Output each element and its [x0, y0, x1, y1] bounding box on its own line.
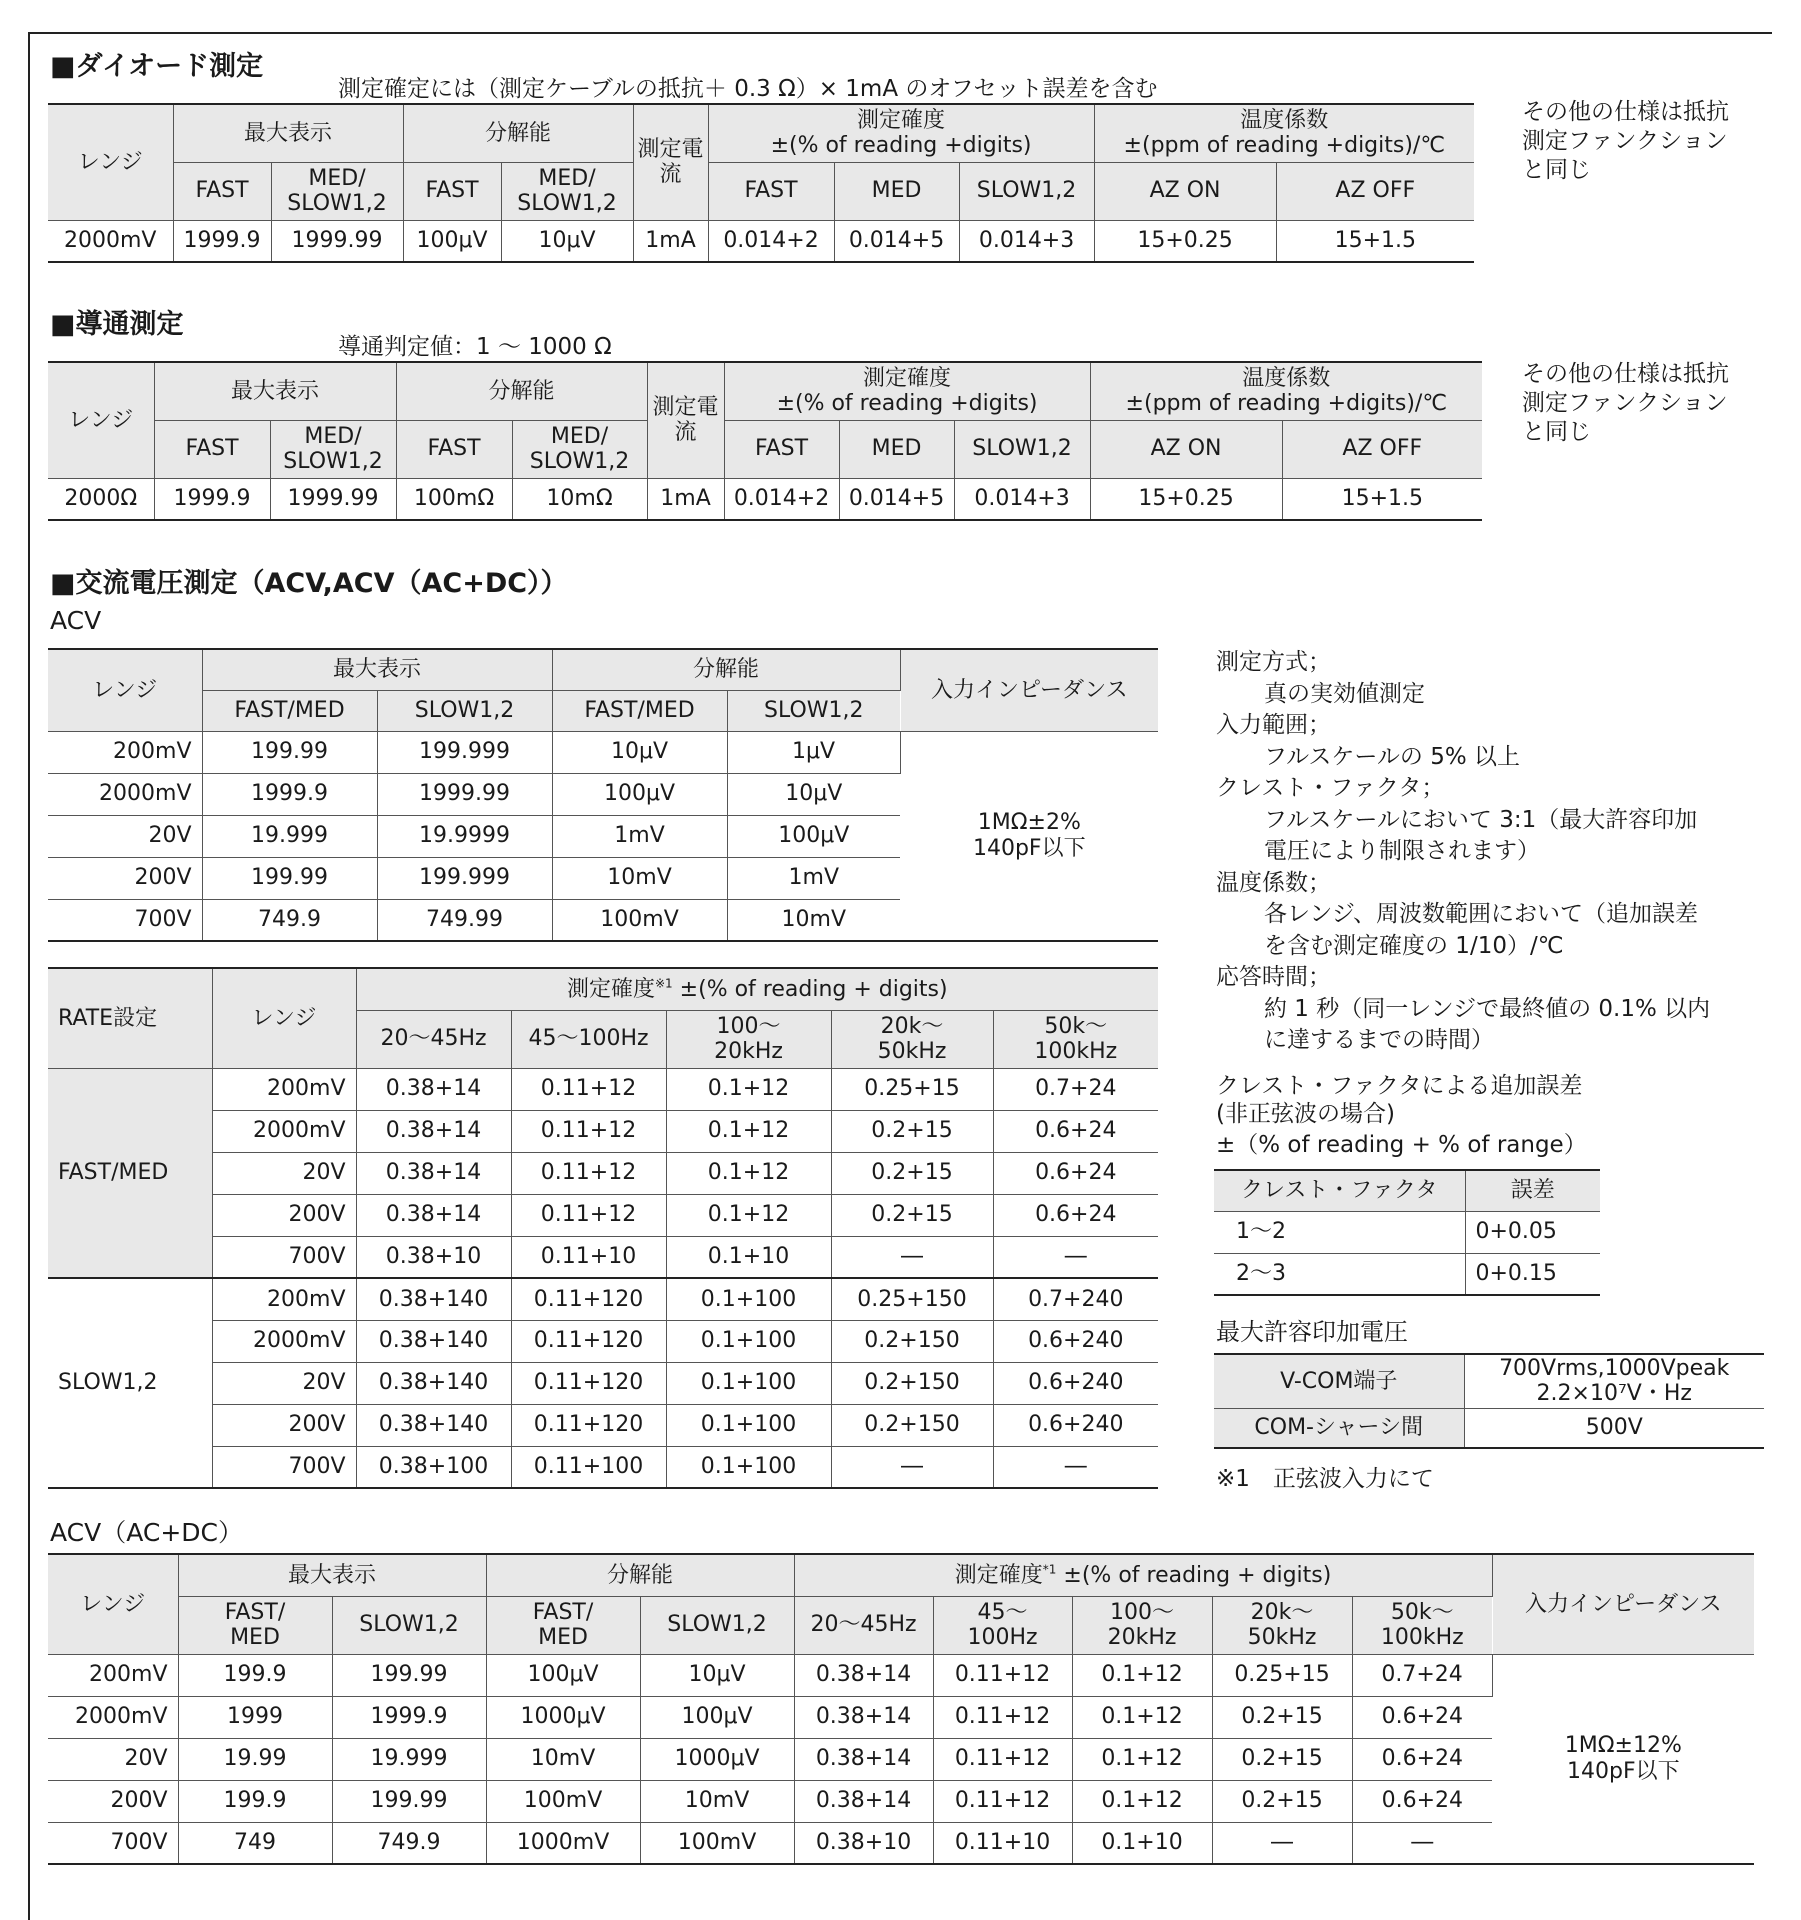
continuity-h-range: レンジ: [48, 362, 154, 478]
cell: 2000mV: [48, 1696, 178, 1738]
cell: 10μV: [640, 1654, 794, 1696]
diode-h-resolution: 分解能: [403, 104, 633, 162]
spec-line: を含む測定確度の 1/10）/℃: [1264, 932, 1564, 959]
acv-h-f2: 100～ 20kHz: [666, 1010, 831, 1068]
acdc-h-f2: 100～ 20kHz: [1072, 1596, 1212, 1654]
cell: 1000mV: [486, 1822, 640, 1864]
cell: 10mV: [640, 1780, 794, 1822]
cell: 0.7+240: [993, 1278, 1158, 1320]
cell: 0.38+140: [356, 1404, 511, 1446]
cell: 2～3: [1214, 1253, 1465, 1295]
continuity-h-acc-slow: SLOW1,2: [954, 420, 1090, 478]
acv-h-rate: RATE設定: [48, 968, 212, 1068]
cell: 0.1+12: [666, 1110, 831, 1152]
acdc-impedance: 1MΩ±12% 140pF以下: [1492, 1654, 1754, 1864]
cell: ―: [993, 1236, 1158, 1278]
cell: 0.38+14: [794, 1780, 933, 1822]
cell: 200mV: [48, 731, 202, 773]
cell: 1999.9: [154, 478, 270, 520]
crest-sub1: (非正弦波の場合): [1216, 1101, 1395, 1127]
cell: 0.38+140: [356, 1362, 511, 1404]
cell: 0.014+5: [839, 478, 954, 520]
continuity-h-fast: FAST: [154, 420, 270, 478]
acv-h-fastmed-res: FAST/MED: [552, 690, 727, 731]
diode-h-fast: FAST: [173, 162, 271, 220]
diode-h-acc-fast: FAST: [708, 162, 834, 220]
cell: 100mV: [486, 1780, 640, 1822]
continuity-h-resolution: 分解能: [396, 362, 647, 420]
cell: 0.11+12: [511, 1194, 666, 1236]
cell: 0.014+3: [954, 478, 1090, 520]
acv-h-f1: 45～100Hz: [511, 1010, 666, 1068]
spec-line: フルスケールの 5% 以上: [1264, 743, 1521, 770]
acv-h-slow: SLOW1,2: [377, 690, 552, 731]
cell: COM-シャーシ間: [1214, 1408, 1464, 1448]
cell: 20V: [48, 1738, 178, 1780]
cell: 199.99: [202, 731, 377, 773]
diode-h-azon: AZ ON: [1094, 162, 1276, 220]
cell: 0.1+12: [1072, 1780, 1212, 1822]
table-row: [48, 731, 1158, 773]
spec-line: 測定方式；: [1216, 649, 1331, 675]
cell: 0.1+10: [666, 1236, 831, 1278]
cell: 0+0.15: [1465, 1253, 1600, 1295]
diode-h-fast-res: FAST: [403, 162, 501, 220]
cell: 0.11+120: [511, 1278, 666, 1320]
cell: 0.6+24: [993, 1110, 1158, 1152]
spec-line: フルスケールにおいて 3:1（最大許容印加: [1264, 806, 1698, 833]
cell: 0.2+15: [831, 1152, 993, 1194]
acdc-h-fastmed: FAST/ MED: [178, 1596, 332, 1654]
cell: 0.1+12: [666, 1152, 831, 1194]
continuity-table: [48, 361, 1482, 521]
cell: 10mV: [727, 899, 900, 941]
spec-line: 電圧により制限されます）: [1264, 838, 1540, 864]
acdc-h-fastmed-res: FAST/ MED: [486, 1596, 640, 1654]
cell: 700Vrms,1000Vpeak 2.2×10⁷V・Hz: [1464, 1354, 1764, 1408]
cell: 0.2+150: [831, 1320, 993, 1362]
cell: 1999.9: [202, 773, 377, 815]
cell: 20V: [212, 1362, 356, 1404]
acv-h-maxdisp: 最大表示: [202, 649, 552, 690]
cell: 100μV: [403, 220, 501, 262]
acdc-h-f1: 45～ 100Hz: [933, 1596, 1072, 1654]
footnote: ※1 正弦波入力にて: [1216, 1466, 1434, 1492]
acdc-h-slow-res: SLOW1,2: [640, 1596, 794, 1654]
cell: 199.999: [377, 731, 552, 773]
crest-title: クレスト・ファクタによる追加誤差: [1216, 1073, 1583, 1099]
acv-h-fastmed: FAST/MED: [202, 690, 377, 731]
cell: V-COM端子: [1214, 1354, 1464, 1408]
cell: 199.99: [332, 1654, 486, 1696]
cell: 1999.99: [377, 773, 552, 815]
cell: 0.1+100: [666, 1404, 831, 1446]
cell: 2000mV: [48, 773, 202, 815]
cell: 199.999: [377, 857, 552, 899]
continuity-h-azoff: AZ OFF: [1282, 420, 1482, 478]
acdc-h-acc: 測定確度$^{*1}$ ±(% of reading + digits): [794, 1554, 1492, 1596]
cell: 0.38+100: [356, 1446, 511, 1488]
cell: 19.9999: [377, 815, 552, 857]
spec-line: 真の実効値測定: [1264, 680, 1425, 707]
cell: 0.6+24: [1352, 1738, 1492, 1780]
cell: 0.6+24: [993, 1152, 1158, 1194]
frame-left-rule: [28, 32, 30, 1920]
spec-line: 各レンジ、周波数範囲において（追加誤差: [1264, 901, 1699, 927]
crest-table: [1214, 1169, 1600, 1296]
spec-line: クレスト・ファクタ；: [1216, 775, 1445, 801]
table-row: [48, 1446, 1158, 1488]
cell: 749.9: [332, 1822, 486, 1864]
cell: 100μV: [552, 773, 727, 815]
table-row: [1214, 1211, 1600, 1253]
cell: 0.1+10: [1072, 1822, 1212, 1864]
cell: 19.999: [332, 1738, 486, 1780]
table-row: [48, 1654, 1754, 1696]
cell: 749.9: [202, 899, 377, 941]
cell: 0.11+12: [511, 1068, 666, 1110]
cell: ―: [831, 1236, 993, 1278]
cell: 0.1+12: [666, 1068, 831, 1110]
cell: 0.11+10: [511, 1236, 666, 1278]
cell: 0.38+14: [356, 1110, 511, 1152]
cell: 1mA: [633, 220, 708, 262]
continuity-h-fast-res: FAST: [396, 420, 512, 478]
cell: 0.7+24: [993, 1068, 1158, 1110]
continuity-h-accuracy: 測定確度 ±(% of reading +digits): [724, 362, 1090, 420]
cell: 0.38+140: [356, 1320, 511, 1362]
cell: 19.99: [178, 1738, 332, 1780]
cell: 0.1+12: [1072, 1738, 1212, 1780]
cell: 700V: [48, 899, 202, 941]
continuity-h-medslow: MED/ SLOW1,2: [270, 420, 396, 478]
crest-h-factor: クレスト・ファクタ: [1214, 1170, 1465, 1211]
acv-impedance: 1MΩ±2% 140pF以下: [900, 731, 1158, 941]
cell: 0.7+24: [1352, 1654, 1492, 1696]
cell: 10mΩ: [512, 478, 647, 520]
acdc-h-f3: 20k～ 50kHz: [1212, 1596, 1352, 1654]
cell: 1999.99: [271, 220, 403, 262]
cell: 1999.9: [173, 220, 271, 262]
continuity-note: 導通判定値：1 ～ 1000 Ω: [338, 334, 612, 360]
cell: 200V: [48, 857, 202, 899]
diode-h-accuracy: 測定確度 ±(% of reading +digits): [708, 104, 1094, 162]
cell: 2000Ω: [48, 478, 154, 520]
cell: 1000μV: [486, 1696, 640, 1738]
cell: 0.6+24: [1352, 1696, 1492, 1738]
table-row: [48, 1278, 1158, 1320]
frame-top-rule: [28, 32, 1772, 34]
acv-h-impedance: 入力インピーダンス: [900, 649, 1158, 731]
cell: 0.6+240: [993, 1320, 1158, 1362]
cell: 0.11+12: [933, 1654, 1072, 1696]
cell: 0.25+150: [831, 1278, 993, 1320]
cell: 1μV: [727, 731, 900, 773]
table-row: [48, 1320, 1158, 1362]
cell: 100μV: [486, 1654, 640, 1696]
cell: 0+0.05: [1465, 1211, 1600, 1253]
diode-h-acc-med: MED: [834, 162, 959, 220]
diode-h-range: レンジ: [48, 104, 173, 220]
cell: 0.11+12: [933, 1780, 1072, 1822]
cell: 1999: [178, 1696, 332, 1738]
continuity-h-acc-fast: FAST: [724, 420, 839, 478]
cell: 199.9: [178, 1780, 332, 1822]
continuity-h-medslow-res: MED/ SLOW1,2: [512, 420, 647, 478]
continuity-h-maxdisp: 最大表示: [154, 362, 396, 420]
table-row: [1214, 1408, 1764, 1448]
cell: ―: [993, 1446, 1158, 1488]
spec-line: 温度係数；: [1216, 869, 1331, 896]
cell: 0.11+120: [511, 1362, 666, 1404]
table-row: [48, 1362, 1158, 1404]
cell: 10μV: [552, 731, 727, 773]
cell: 0.014+5: [834, 220, 959, 262]
cell: 1000μV: [640, 1738, 794, 1780]
cell: 0.6+240: [993, 1404, 1158, 1446]
diode-row: [48, 220, 1474, 262]
cell: 20V: [48, 815, 202, 857]
cell: 0.014+2: [708, 220, 834, 262]
cell: 0.2+150: [831, 1362, 993, 1404]
table-row: [1214, 1253, 1600, 1295]
cell: 0.1+100: [666, 1278, 831, 1320]
cell: 0.2+15: [1212, 1738, 1352, 1780]
table-row: [1214, 1354, 1764, 1408]
spec-line: 入力範囲；: [1216, 712, 1331, 738]
diode-h-current: 測定電流: [633, 104, 708, 220]
crest-h-error: 誤差: [1465, 1170, 1600, 1211]
cell: 0.2+15: [1212, 1780, 1352, 1822]
cell: 2000mV: [48, 220, 173, 262]
diode-h-temp: 温度係数 ±(ppm of reading +digits)/℃: [1094, 104, 1474, 162]
acdc-h-maxdisp: 最大表示: [178, 1554, 486, 1596]
cell: 0.2+15: [831, 1110, 993, 1152]
table-row: [48, 1152, 1158, 1194]
diode-title: ■ダイオード測定: [50, 51, 264, 82]
cell: 0.6+24: [993, 1194, 1158, 1236]
diode-h-acc-slow: SLOW1,2: [959, 162, 1094, 220]
cell: 0.38+14: [356, 1152, 511, 1194]
acv-h-f3: 20k～ 50kHz: [831, 1010, 993, 1068]
spec-line: 約 1 秒（同一レンジで最終値の 0.1% 以内: [1264, 995, 1711, 1022]
cell: 0.11+12: [511, 1152, 666, 1194]
cell: 1999.9: [332, 1696, 486, 1738]
acv-h-resolution: 分解能: [552, 649, 900, 690]
acv-title: ■交流電圧測定（ACV,ACV（AC+DC））: [50, 568, 568, 599]
cell: 0.38+14: [794, 1738, 933, 1780]
cell: ―: [831, 1446, 993, 1488]
table-row: [48, 1404, 1158, 1446]
table-row: [48, 1068, 1158, 1110]
cell: 0.1+100: [666, 1446, 831, 1488]
cell: 100μV: [727, 815, 900, 857]
cell: 15+0.25: [1090, 478, 1282, 520]
acv-h-f4: 50k～ 100kHz: [993, 1010, 1158, 1068]
cell: 100mV: [552, 899, 727, 941]
cell: 0.38+14: [356, 1068, 511, 1110]
table-row: [48, 1194, 1158, 1236]
acdc-h-range: レンジ: [48, 1554, 178, 1654]
cell: ―: [1352, 1822, 1492, 1864]
continuity-side-note: その他の仕様は抵抗 測定ファンクション と同じ: [1522, 361, 1729, 445]
cell: 0.014+2: [724, 478, 839, 520]
cell: 20V: [212, 1152, 356, 1194]
crest-sub2: ±（% of reading + % of range）: [1216, 1132, 1587, 1158]
cell: 1mV: [552, 815, 727, 857]
cell: 0.11+120: [511, 1320, 666, 1362]
continuity-row: [48, 478, 1482, 520]
diode-table: [48, 103, 1474, 263]
diode-h-maxdisp: 最大表示: [173, 104, 403, 162]
diode-side-note: その他の仕様は抵抗 測定ファンクション と同じ: [1522, 99, 1729, 183]
acdc-h-f0: 20～45Hz: [794, 1596, 933, 1654]
spec-line: に達するまでの時間）: [1264, 1027, 1494, 1053]
cell: 0.11+12: [933, 1696, 1072, 1738]
cell: 200mV: [48, 1654, 178, 1696]
table-row: [48, 1110, 1158, 1152]
cell: 0.25+15: [831, 1068, 993, 1110]
cell: 10mV: [552, 857, 727, 899]
acdc-h-resolution: 分解能: [486, 1554, 794, 1596]
acv-h-range2: レンジ: [212, 968, 356, 1068]
cell: 1mA: [647, 478, 724, 520]
cell: 199.99: [202, 857, 377, 899]
cell: 200V: [48, 1780, 178, 1822]
cell: 2000mV: [212, 1320, 356, 1362]
cell: 1999.99: [270, 478, 396, 520]
cell: 749.99: [377, 899, 552, 941]
cell: 15+0.25: [1094, 220, 1276, 262]
cell: 15+1.5: [1282, 478, 1482, 520]
acdc-h-slow: SLOW1,2: [332, 1596, 486, 1654]
cell: 0.014+3: [959, 220, 1094, 262]
cell: 0.6+240: [993, 1362, 1158, 1404]
cell: 200V: [212, 1194, 356, 1236]
cell: 200mV: [212, 1068, 356, 1110]
acv-h-f0: 20～45Hz: [356, 1010, 511, 1068]
acv-h-range: レンジ: [48, 649, 202, 731]
cell: 100mΩ: [396, 478, 512, 520]
cell: 700V: [212, 1236, 356, 1278]
acdc-table: [48, 1553, 1754, 1865]
diode-h-azoff: AZ OFF: [1276, 162, 1474, 220]
acv-h-acc: 測定確度$^{※1}$ ±(% of reading + digits): [356, 968, 1158, 1010]
cell: 19.999: [202, 815, 377, 857]
cell: 0.2+150: [831, 1404, 993, 1446]
cell: 0.11+12: [511, 1110, 666, 1152]
cell: 100mV: [640, 1822, 794, 1864]
acv-table: [48, 648, 1158, 942]
cell: 0.11+12: [933, 1738, 1072, 1780]
continuity-h-current: 測定電流: [647, 362, 724, 478]
cell: 199.99: [332, 1780, 486, 1822]
cell: 0.1+12: [666, 1194, 831, 1236]
cell: 749: [178, 1822, 332, 1864]
continuity-h-temp: 温度係数 ±(ppm of reading +digits)/℃: [1090, 362, 1482, 420]
cell: 2000mV: [212, 1110, 356, 1152]
max-voltage-title: 最大許容印加電圧: [1216, 1318, 1408, 1346]
cell: 199.9: [178, 1654, 332, 1696]
diode-note: 測定確定には（測定ケーブルの抵抗＋ 0.3 Ω）× 1mA のオフセット誤差を含む: [338, 76, 1158, 102]
cell: 10μV: [501, 220, 633, 262]
continuity-title: ■導通測定: [50, 309, 184, 340]
cell: 0.1+12: [1072, 1696, 1212, 1738]
cell: 0.6+24: [1352, 1780, 1492, 1822]
cell: 0.38+14: [356, 1194, 511, 1236]
cell: 0.2+15: [831, 1194, 993, 1236]
cell: 0.38+10: [794, 1822, 933, 1864]
continuity-h-acc-med: MED: [839, 420, 954, 478]
cell: 0.1+100: [666, 1320, 831, 1362]
table-row: [48, 1236, 1158, 1278]
cell: 200mV: [212, 1278, 356, 1320]
cell: 0.25+15: [1212, 1654, 1352, 1696]
cell: 1～2: [1214, 1211, 1465, 1253]
continuity-h-azon: AZ ON: [1090, 420, 1282, 478]
cell: 1mV: [727, 857, 900, 899]
acv-sub: ACV: [50, 606, 102, 635]
cell: 0.38+10: [356, 1236, 511, 1278]
cell: 0.38+14: [794, 1654, 933, 1696]
cell: 0.2+15: [1212, 1696, 1352, 1738]
max-voltage-table: [1214, 1353, 1764, 1449]
acv-spec-list: [1216, 647, 1710, 1057]
cell: 700V: [212, 1446, 356, 1488]
diode-h-medslow-res: MED/ SLOW1,2: [501, 162, 633, 220]
acv-rate-fast: FAST/MED: [48, 1068, 212, 1278]
cell: 500V: [1464, 1408, 1764, 1448]
acv-accuracy-table: [48, 967, 1158, 1489]
cell: 0.38+140: [356, 1278, 511, 1320]
cell: 200V: [212, 1404, 356, 1446]
cell: 0.1+100: [666, 1362, 831, 1404]
cell: 15+1.5: [1276, 220, 1474, 262]
cell: 100μV: [640, 1696, 794, 1738]
cell: 0.11+100: [511, 1446, 666, 1488]
cell: 0.1+12: [1072, 1654, 1212, 1696]
spec-line: 応答時間；: [1216, 964, 1331, 990]
cell: 700V: [48, 1822, 178, 1864]
cell: ―: [1212, 1822, 1352, 1864]
cell: 10μV: [727, 773, 900, 815]
cell: 0.38+14: [794, 1696, 933, 1738]
acv-rate-slow: SLOW1,2: [48, 1278, 212, 1488]
cell: 0.11+120: [511, 1404, 666, 1446]
acdc-h-impedance: 入力インピーダンス: [1492, 1554, 1754, 1654]
cell: 10mV: [486, 1738, 640, 1780]
acdc-h-f4: 50k～ 100kHz: [1352, 1596, 1492, 1654]
cell: 0.11+10: [933, 1822, 1072, 1864]
acdc-sub: ACV（AC+DC）: [50, 1518, 243, 1547]
acv-h-slow-res: SLOW1,2: [727, 690, 900, 731]
diode-h-medslow: MED/ SLOW1,2: [271, 162, 403, 220]
